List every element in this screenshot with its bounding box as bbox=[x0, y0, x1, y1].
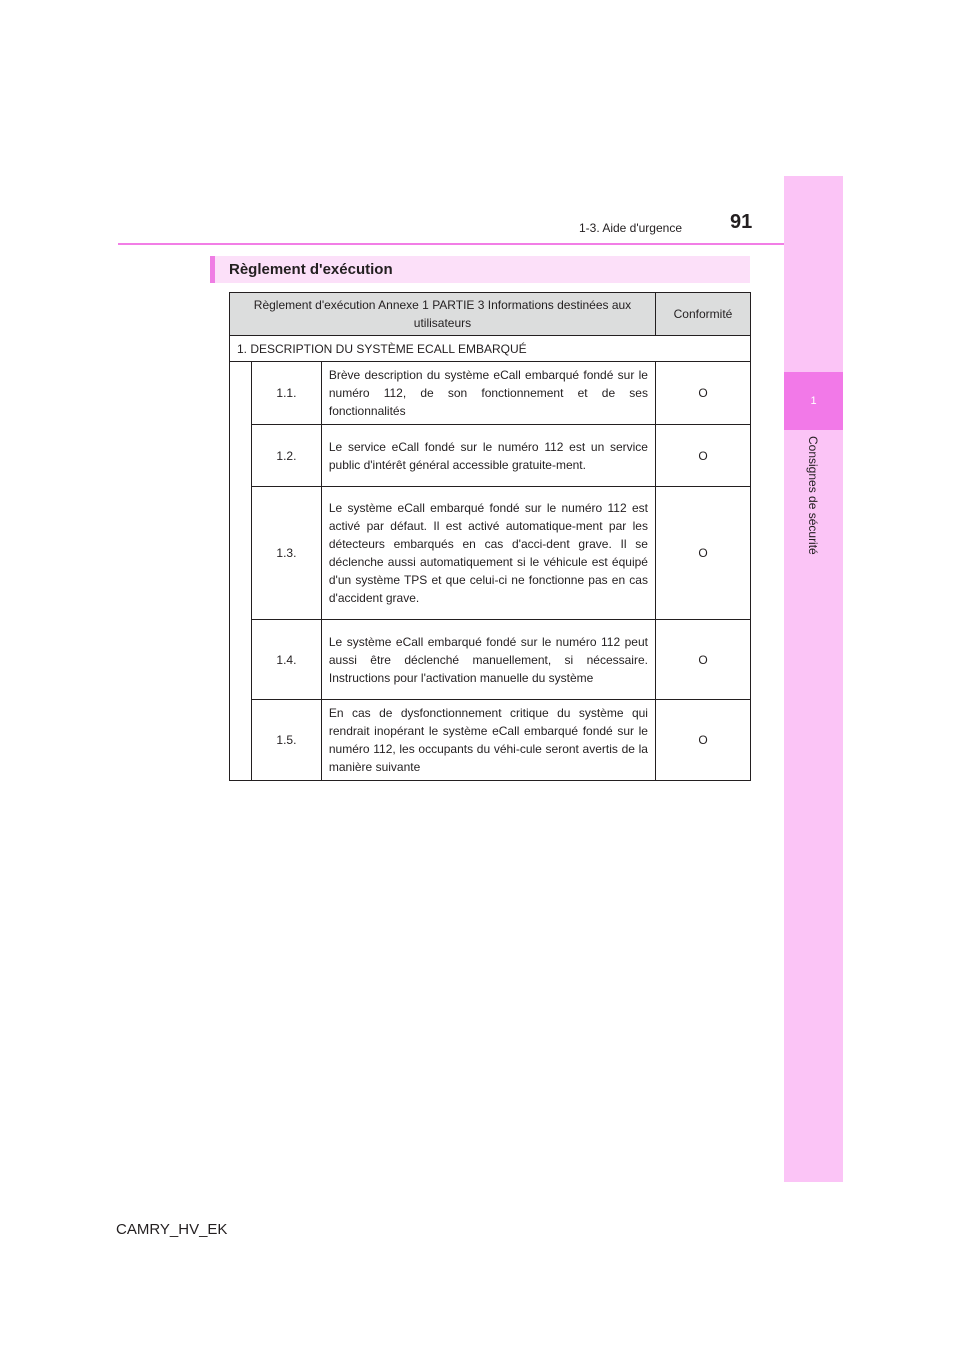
row-conformity: O bbox=[655, 425, 750, 487]
row-description: Le système eCall embarqué fondé sur le numéro 112 est activé par défaut. Il est activé automatique-ment par les détecteurs embarqués en cas d'acci-dent grave. Il se déclenche aussi automatiquement si le véhicule est équipé d'un système TPS et que celui-ci ne fonctionne pas en cas d'accident grave. bbox=[321, 487, 655, 620]
row-number: 1.5. bbox=[251, 700, 321, 781]
header-conformity: Conformité bbox=[655, 293, 750, 336]
band-title: Règlement d'exécution bbox=[229, 261, 393, 278]
requirements-table bbox=[229, 292, 751, 781]
chapter-side-tab bbox=[784, 176, 843, 1182]
header-divider bbox=[118, 243, 784, 245]
table-row bbox=[230, 487, 751, 620]
indent-cell bbox=[230, 362, 252, 781]
row-number: 1.3. bbox=[251, 487, 321, 620]
row-conformity: O bbox=[655, 362, 750, 425]
row-number: 1.1. bbox=[251, 362, 321, 425]
row-conformity: O bbox=[655, 700, 750, 781]
row-conformity: O bbox=[655, 487, 750, 620]
table-row bbox=[230, 362, 751, 425]
table-row bbox=[230, 700, 751, 781]
row-number: 1.2. bbox=[251, 425, 321, 487]
row-conformity: O bbox=[655, 620, 750, 700]
header-requirement: Règlement d'exécution Annexe 1 PARTIE 3 Informations destinées aux utilisateurs bbox=[230, 293, 656, 336]
row-number: 1.4. bbox=[251, 620, 321, 700]
table-row bbox=[230, 620, 751, 700]
row-description: En cas de dysfonctionnement critique du système qui rendrait inopérant le système eCall embarqué fondé sur le numéro 112, les occupants du véhi-cule seront avertis de la manière suivante bbox=[321, 700, 655, 781]
intro-row bbox=[230, 336, 751, 362]
section-title: 1-3. Aide d'urgence bbox=[578, 221, 682, 235]
page-number: 91 bbox=[730, 211, 753, 233]
row-description: Brève description du système eCall embarqué fondé sur le numéro 112, de son fonctionnement et de ses fonctionnalités bbox=[321, 362, 655, 425]
row-description: Le système eCall embarqué fondé sur le numéro 112 peut aussi être déclenché manuellement, si nécessaire. Instructions pour l'activation manuelle du système bbox=[321, 620, 655, 700]
model-code: CAMRY_HV_EK bbox=[116, 1221, 228, 1238]
row-description: Le service eCall fondé sur le numéro 112 est un service public d'intérêt général accessible gratuite-ment. bbox=[321, 425, 655, 487]
table-row bbox=[230, 425, 751, 487]
section-band bbox=[210, 256, 750, 283]
table-header-row bbox=[230, 293, 751, 336]
chapter-number-tab[interactable]: 1 bbox=[784, 372, 843, 430]
chapter-label: Consignes de sécurité bbox=[806, 436, 820, 555]
intro-cell: 1. DESCRIPTION DU SYSTÈME ECALL EMBARQUÉ bbox=[230, 336, 751, 362]
